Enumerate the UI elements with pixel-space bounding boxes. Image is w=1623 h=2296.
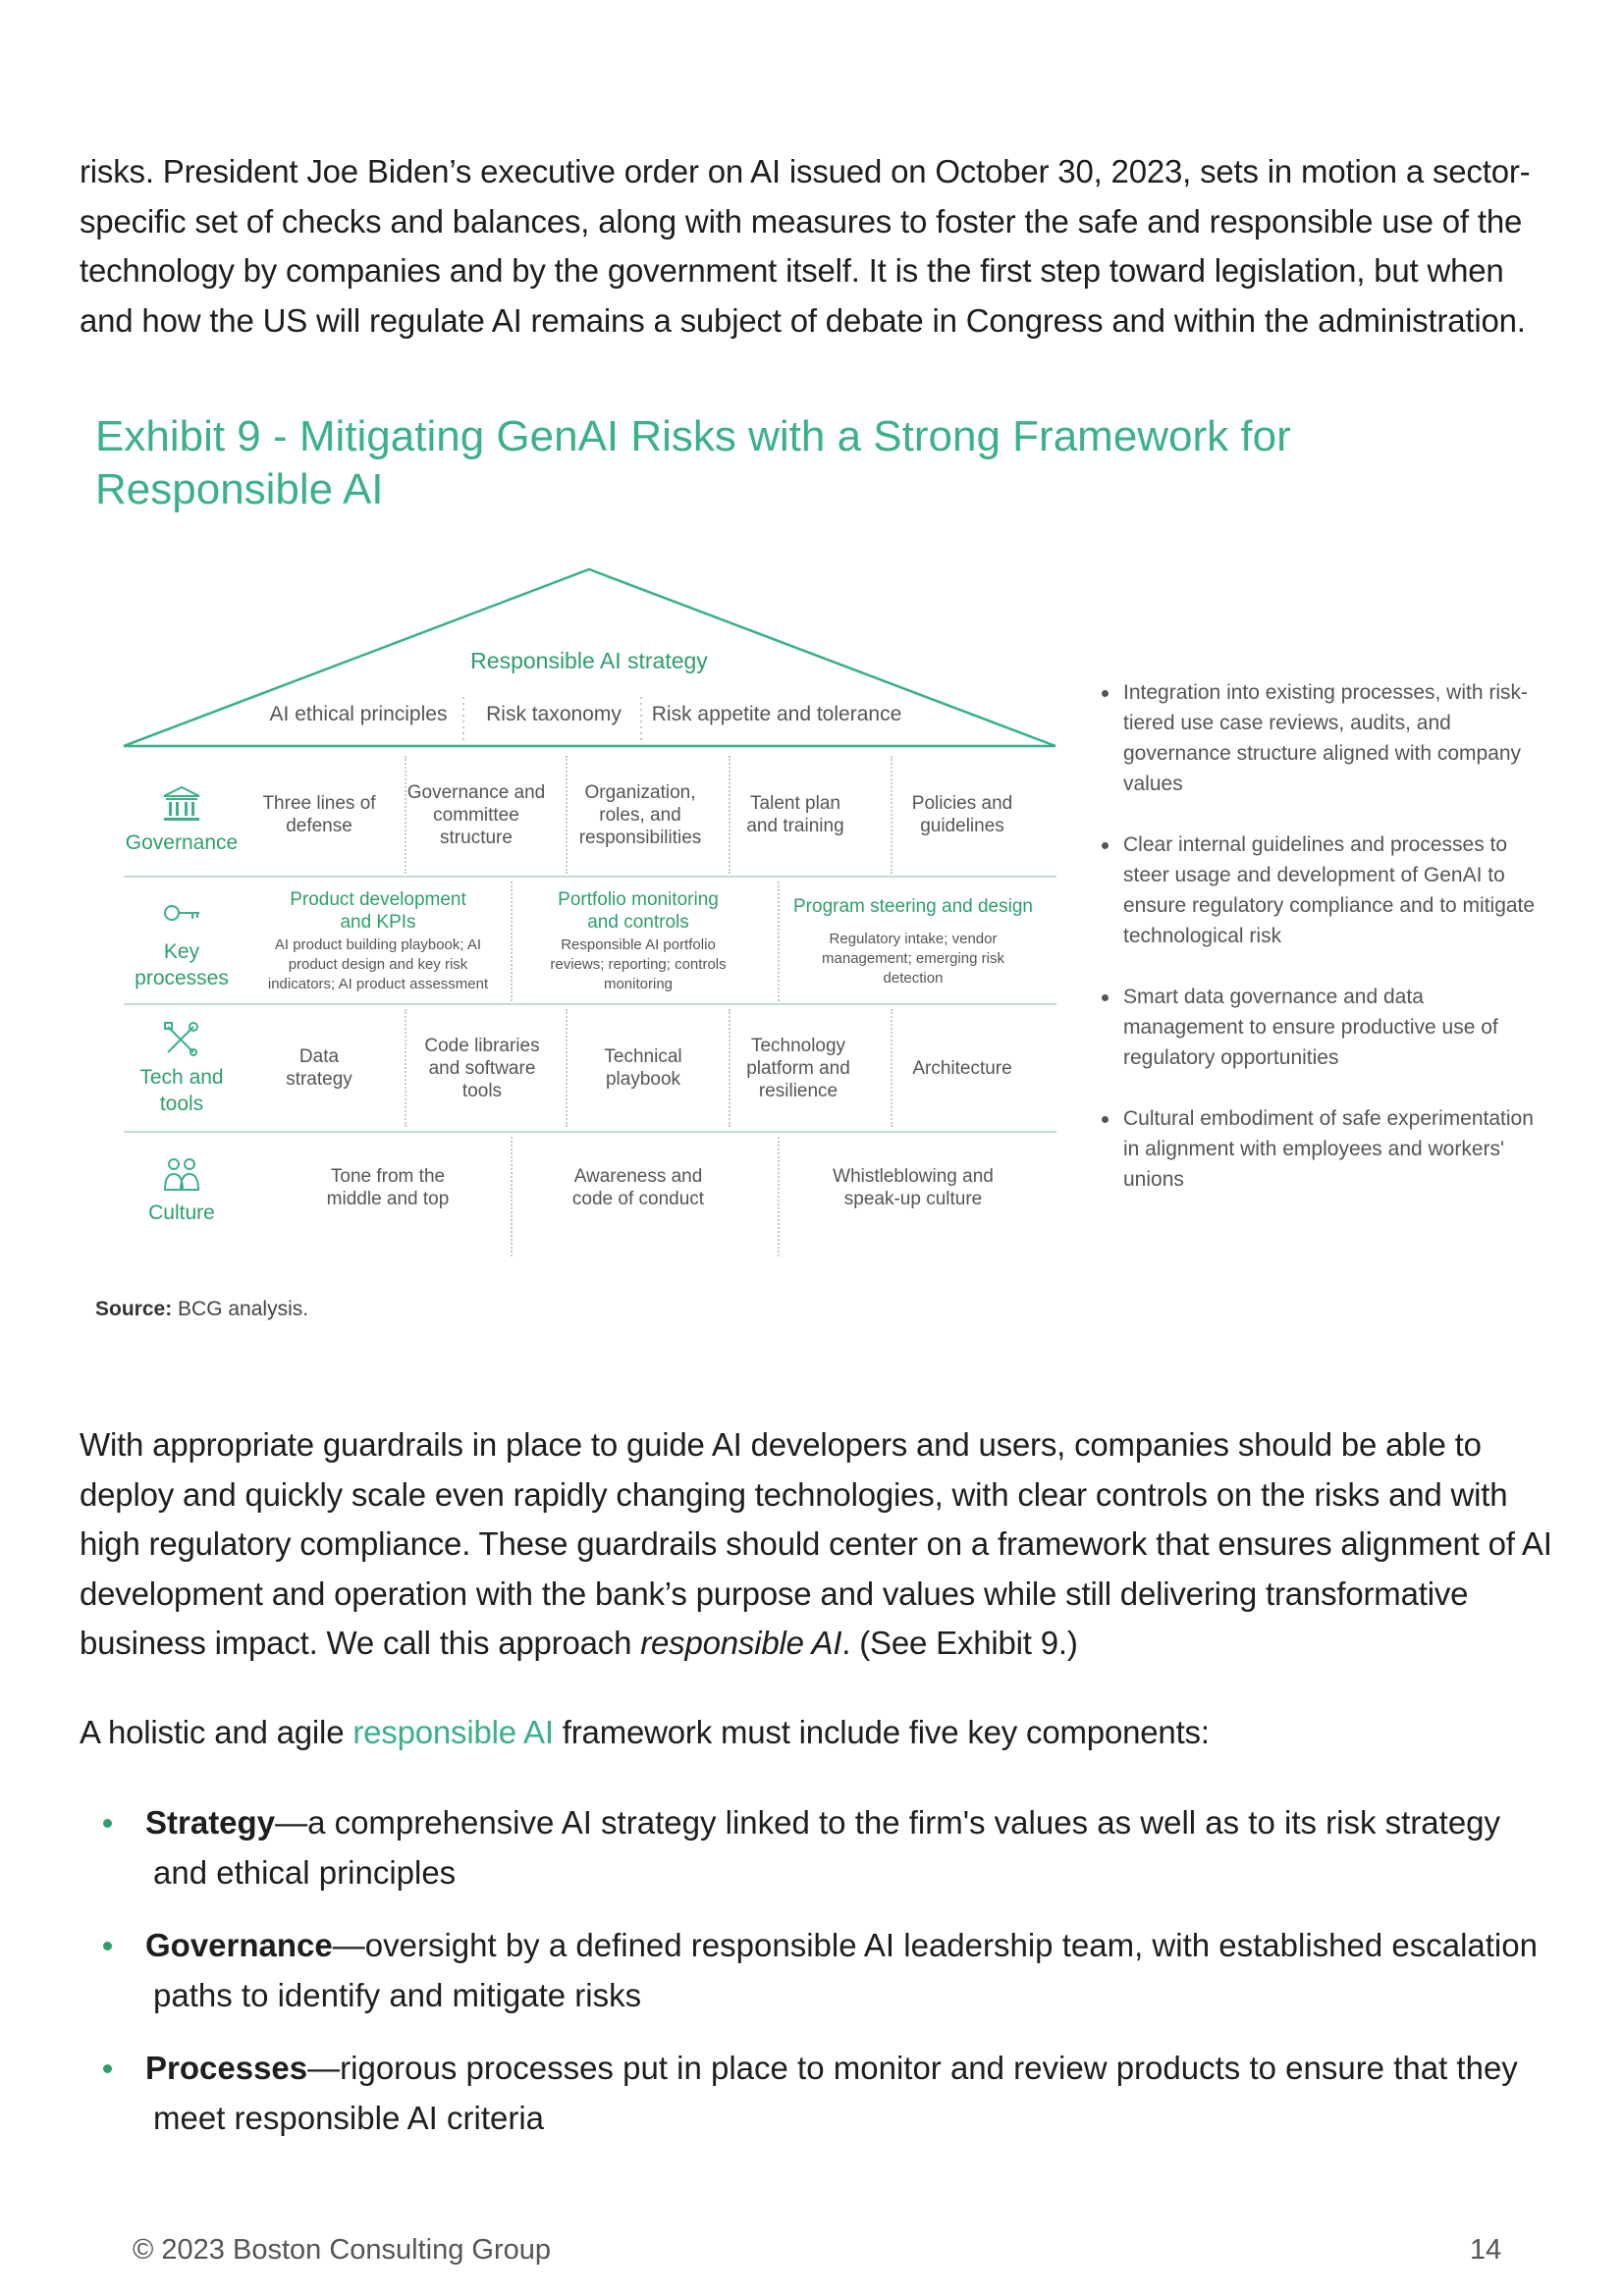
governance-cell: Talent plan and training [746,793,844,836]
culture-cell: Tone from the middle and top [326,1166,450,1209]
footer-page-number: 14 [1470,2234,1502,2266]
footer-copyright: © 2023 Boston Consulting Group [133,2234,552,2266]
culture-cell: Whistleblowing and speak-up culture [833,1166,994,1209]
column-divider [511,1137,513,1256]
process-title: Program steering and design [793,895,1033,917]
column-divider [891,756,893,874]
row-divider [124,1003,1056,1005]
row-label-governance [118,771,245,869]
row-label-culture [118,1139,245,1242]
exhibit-source [95,1298,308,1321]
column-divider [778,1137,780,1256]
list-item [98,1798,1551,1897]
exhibit-bullet-item: Cultural embodiment of safe experimentation in alignment with employees and workers' unions [1098,1103,1549,1195]
list-item [98,1921,1551,2020]
tech-cell: Data strategy [286,1046,352,1090]
exhibit-bullets [1098,677,1549,1225]
process-cell [785,881,1041,1001]
process-detail: Regulatory intake; vendor management; emerging risk detection [822,930,1004,987]
culture-cell: Awareness and code of conduct [571,1166,705,1209]
column-divider [405,1009,406,1127]
framework-diagram [118,560,1060,1266]
process-detail: AI product building playbook; AI product design and key risk indicators; AI product assessment [267,936,489,992]
exhibit-title: Exhibit 9 - Mitigating GenAI Risks with a Strong Framework for Responsible AI [95,412,1291,513]
row-label-text: Tech and tools [139,1066,224,1115]
column-divider [511,881,513,1001]
governance-cell: Governance and committee structure [406,781,546,848]
tech-cell: Technical playbook [604,1046,682,1090]
people-icon [160,1154,203,1194]
body-text: framework must include five key components: [553,1714,1210,1750]
row-label-text: Governance [125,830,239,854]
intro-paragraph-text: risks. President Joe Biden’s executive order on AI issued on October 30, 2023, sets in motion a sector-specific set of checks and balances, along with measures to foster the safe and responsible use of the technology by companies and by the government itself. It is the first step toward legislation, but when and how the US will regulate AI remains a subject of debate in Congress and within the administration. [80,153,1531,339]
list-item-continuation: and ethical principles [153,1853,457,1891]
body-text: With appropriate guardrails in place to guide AI developers and users, companies should be able to deploy and quickly scale even rapidly changing technologies, with clear controls on the risks and with high regulatory compliance. These guardrails should center on a framework that ensures alignment of AI development and operation with the bank’s purpose and values while still delivering transformative business impact. We call this approach [80,1426,1552,1661]
column-divider [891,1009,893,1127]
roof-item-ethical-principles: AI ethical principles [269,703,448,725]
list-item-term: Processes [145,2050,308,2086]
column-divider [729,1009,730,1127]
process-title: Portfolio monitoring and controls [558,889,719,933]
roof-item-risk-taxonomy: Risk taxonomy [486,703,622,725]
process-cell [540,881,736,1001]
responsible-ai-link[interactable]: responsible AI [352,1714,554,1750]
column-divider [566,1009,568,1127]
process-cell [255,881,501,1001]
list-item-continuation: meet responsible AI criteria [153,2099,545,2136]
row-divider [124,1131,1056,1133]
source-text: BCG analysis. [178,1298,309,1320]
row-divider [124,876,1056,878]
list-item-term: Governance [145,1927,333,1963]
tech-cell: Code libraries and software tools [424,1035,540,1101]
components-list [98,1798,1551,2166]
source-label: Source: [95,1298,173,1320]
building-icon [160,784,203,824]
list-item-continuation: paths to identify and mitigate risks [153,1976,642,2013]
governance-cell: Policies and guidelines [911,793,1013,836]
column-divider [566,756,568,874]
list-item-term: Strategy [145,1804,276,1841]
roof-item-risk-appetite: Risk appetite and tolerance [651,703,902,725]
list-item-text: —oversight by a defined responsible AI leadership team, with established escalation [332,1927,1538,1963]
column-divider [405,756,406,874]
tech-cell: Technology platform and resilience [746,1035,850,1101]
row-label-text: Culture [148,1201,215,1224]
tech-cell: Architecture [912,1057,1012,1079]
body-text: A holistic and agile [80,1714,353,1750]
body-paragraph-1 [80,1420,1552,1669]
column-divider [729,756,730,874]
key-icon [160,893,203,933]
governance-cell: Three lines of defense [262,793,376,836]
roof-title: Responsible AI strategy [470,648,708,673]
body-text: . (See Exhibit 9.) [841,1625,1078,1661]
body-paragraph-2 [80,1708,1552,1758]
exhibit-bullet-item: Smart data governance and data management to ensure productive use of regulatory opportunities [1098,982,1549,1073]
exhibit-bullet-item: Integration into existing processes, with risk-tiered use case reviews, audits, and governance structure aligned with company values [1098,677,1549,799]
row-label-text: Key processes [135,940,229,989]
row-label-key-processes [118,888,245,996]
row-label-tech-and-tools [118,1009,245,1127]
list-item-text: —a comprehensive AI strategy linked to the firm's values as well as to its risk strategy [275,1804,1501,1841]
list-item [98,2044,1551,2143]
governance-cell: Organization, roles, and responsibilities [578,781,702,848]
list-item-text: —rigorous processes put in place to monitor and review products to ensure that they [307,2050,1518,2086]
process-title: Product development and KPIs [290,889,466,933]
process-detail: Responsible AI portfolio reviews; reporting; controls monitoring [550,936,727,992]
tools-icon [160,1019,203,1058]
intro-paragraph [80,147,1552,346]
column-divider [778,881,780,1001]
body-italic-term: responsible AI [640,1625,842,1661]
exhibit-bullet-item: Clear internal guidelines and processes to steer usage and development of GenAI to ensure regulatory compliance and to mitigate technological risk [1098,829,1549,951]
